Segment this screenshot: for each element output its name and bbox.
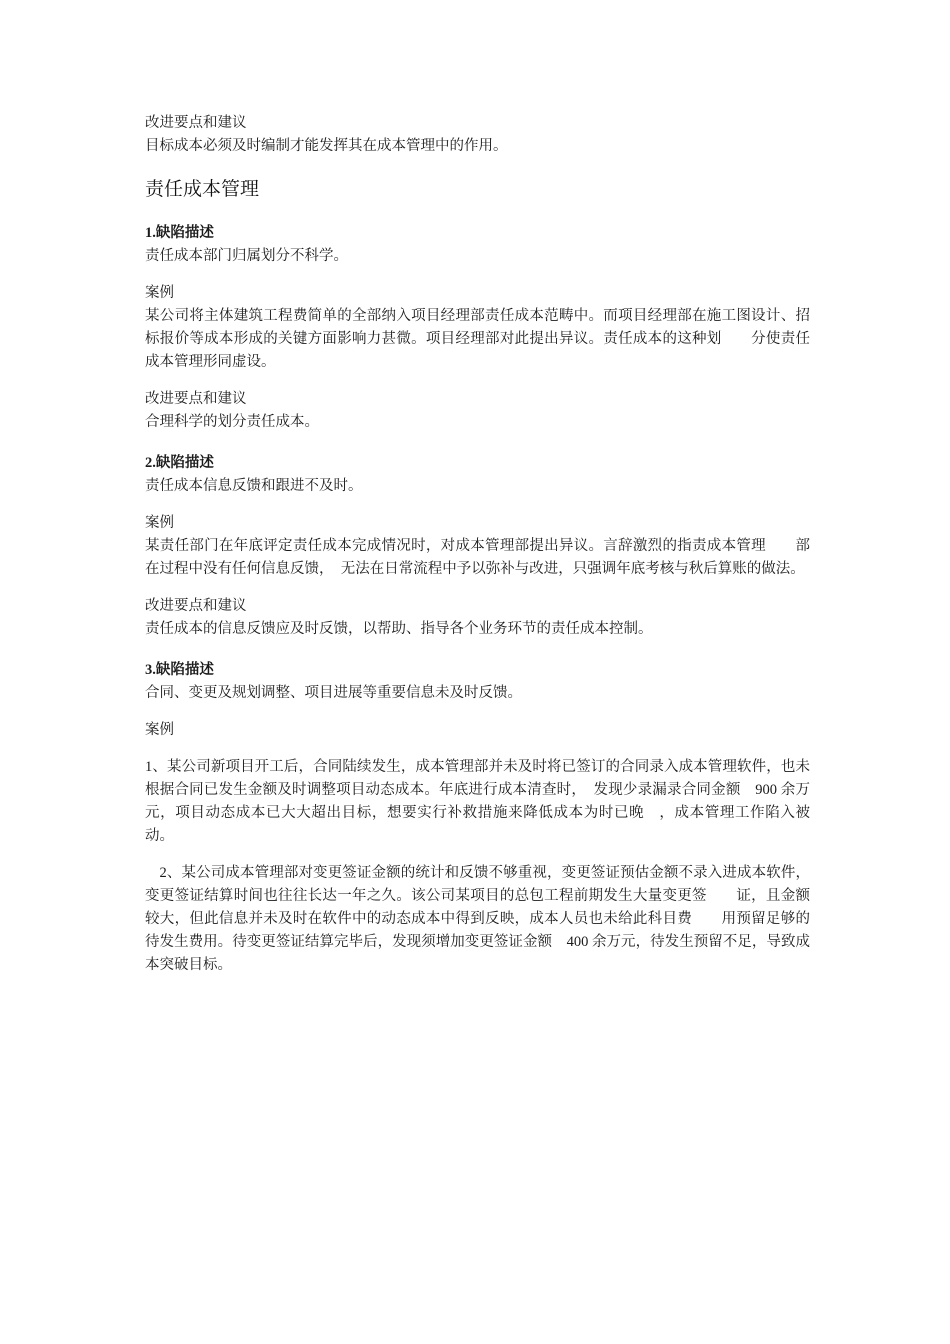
defect-1-title: 1.缺陷描述	[145, 225, 214, 241]
defect-1-desc: 责任成本部门归属划分不科学。	[145, 248, 348, 264]
defect-3-case-label: 案例	[145, 722, 174, 738]
defect-1-case-text: 某公司将主体建筑工程费简单的全部纳入项目经理部责任成本范畴中。而项目经理部在施工图设计、招标报价等成本形成的关键方面影响力甚微。项目经理部对此提出异议。责任成本的这种划 分使责任成本管理形同虚设。	[145, 308, 810, 370]
defect-1-advice-text: 合理科学的划分责任成本。	[145, 414, 319, 430]
section-title: 责任成本管理	[145, 179, 260, 200]
defect-3-case-1: 1、某公司新项目开工后，合同陆续发生，成本管理部并未及时将已签订的合同录入成本管理软件，也未根据合同已发生金额及时调整项目动态成本。年底进行成本清查时， 发现少录漏录合同金额 900 余万元，项目动态成本已大大超出目标，想要实行补救措施来降低成本为时已晚 ，成本管理工作陷入被动。	[145, 759, 810, 844]
defect-2-advice-text: 责任成本的信息反馈应及时反馈，以帮助、指导各个业务环节的责任成本控制。	[145, 621, 653, 637]
defect-2-case-text: 某责任部门在年底评定责任成本完成情况时，对成本管理部提出异议。言辞激烈的指责成本管理 部在过程中没有任何信息反馈， 无法在日常流程中予以弥补与改进，只强调年底考核与秋后算账的做法。	[145, 538, 810, 577]
defect-1-advice-label: 改进要点和建议	[145, 391, 247, 407]
defect-2-advice-label: 改进要点和建议	[145, 598, 247, 614]
defect-3-case-2: 2、某公司成本管理部对变更签证金额的统计和反馈不够重视，变更签证预估金额不录入进成本软件，变更签证结算时间也往往长达一年之久。该公司某项目的总包工程前期发生大量变更签 证，且金额较大，但此信息并未及时在软件中的动态成本中得到反映，成本人员也未给此科目费 用预留足够的待发生费用。待变更签证结算完毕后，发现须增加变更签证金额 400 余万元，待发生预留不足，导致成本突破目标。	[145, 865, 810, 973]
top-advice-heading: 改进要点和建议	[145, 115, 247, 131]
defect-2-title: 2.缺陷描述	[145, 455, 214, 471]
defect-2-desc: 责任成本信息反馈和跟进不及时。	[145, 478, 363, 494]
defect-3-desc: 合同、变更及规划调整、项目进展等重要信息未及时反馈。	[145, 685, 522, 701]
document-page	[145, 112, 810, 977]
defect-1-case-label: 案例	[145, 285, 174, 301]
defect-3-title: 3.缺陷描述	[145, 662, 214, 678]
top-advice-text: 目标成本必须及时编制才能发挥其在成本管理中的作用。	[145, 138, 508, 154]
defect-2-case-label: 案例	[145, 515, 174, 531]
